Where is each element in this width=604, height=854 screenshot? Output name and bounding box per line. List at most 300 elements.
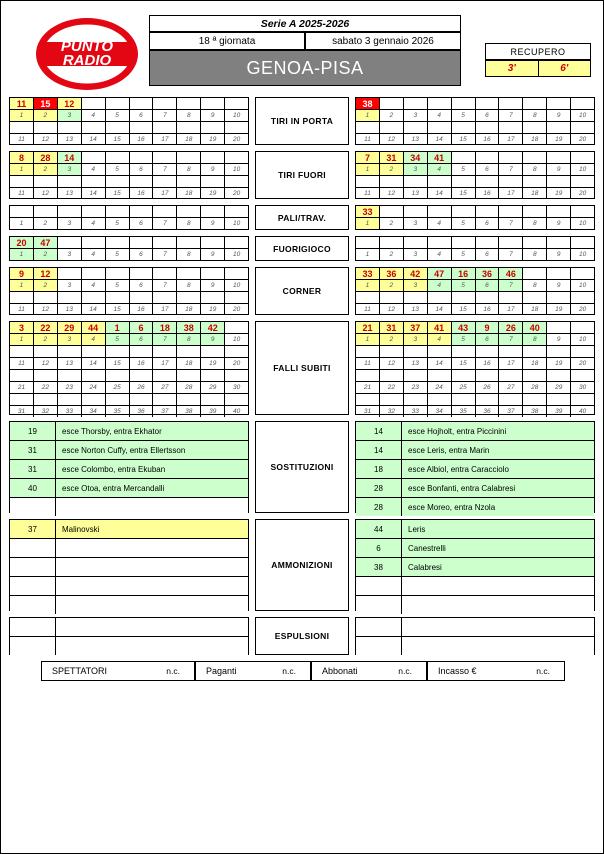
stat-index-cell: 31: [356, 406, 380, 417]
stat-index-cell: 8: [177, 249, 201, 260]
stat-value-cell: [523, 370, 547, 382]
stat-value-cell: [523, 206, 547, 218]
list-item-minute: [10, 637, 56, 655]
list-item: [10, 538, 248, 557]
stat-values-row: [356, 152, 594, 164]
stat-value-cell: [225, 176, 248, 188]
stat-index-cell: 10: [578, 112, 587, 119]
stat-index-cell: 4: [428, 110, 452, 121]
stat-index-cell: 11: [356, 134, 380, 145]
list-item: [10, 497, 248, 516]
stat-value-cell: [106, 370, 130, 382]
stat-index-cell: 17: [153, 188, 177, 199]
stat-index-cell: 12: [34, 358, 58, 369]
stat-index-cell: 18: [177, 304, 201, 315]
list-item-minute: [10, 596, 56, 614]
stat-value-cell: [571, 98, 594, 110]
stat-value-cell: 38: [177, 322, 201, 334]
match-date: sabato 3 gennaio 2026: [305, 32, 461, 50]
stat-value-cell: [34, 206, 58, 218]
stat-value-cell: [201, 292, 225, 304]
spettatori-value: n.c.: [166, 666, 180, 676]
stat-value-cell: [153, 206, 177, 218]
stat-index-cell: 10: [232, 336, 241, 343]
stat-index-row: [10, 280, 248, 291]
incasso-value: n.c.: [536, 666, 550, 676]
list-item: [356, 440, 594, 459]
stat-value-cell: [106, 394, 130, 406]
stat-value-cell: [380, 370, 404, 382]
recovery-second-half: 6': [538, 60, 592, 77]
stat-value-cell: [225, 268, 248, 280]
stat-index-cell: 3: [404, 249, 428, 260]
stat-value-cell: [571, 394, 594, 406]
stat-index-cell: 5: [106, 280, 130, 291]
stat-value-cell: [130, 206, 154, 218]
stat-index-row: [10, 334, 248, 345]
stat-index-row: [10, 110, 248, 121]
stat-index-cell: 36: [476, 406, 500, 417]
stat-value-cell: [404, 122, 428, 134]
stat-row-pair: [10, 370, 248, 394]
stat-index-cell: 20: [578, 136, 587, 143]
stat-value-cell: [225, 322, 248, 334]
stat-values-row: [356, 322, 594, 334]
stat-index-cell: 3: [404, 164, 428, 175]
stat-value-cell: [82, 346, 106, 358]
stat-values-row: [356, 268, 594, 280]
stat-values-row: [10, 176, 248, 188]
stat-value-cell: 9: [10, 268, 34, 280]
stat-value-cell: [130, 268, 154, 280]
paganti-label: Paganti: [206, 666, 237, 676]
stat-index-cell: 8: [523, 164, 547, 175]
stat-index-cell: 3: [58, 110, 82, 121]
stat-index-cell: 1: [356, 218, 380, 229]
stat-index-cell: 29: [201, 382, 225, 393]
stat-value-cell: 12: [58, 98, 82, 110]
stat-value-cell: 33: [356, 206, 380, 218]
stat-index-cell: 13: [58, 358, 82, 369]
stat-value-cell: 29: [58, 322, 82, 334]
stat-value-cell: [82, 176, 106, 188]
stat-value-cell: [10, 122, 34, 134]
stat-index-cell: 5: [452, 249, 476, 260]
stat-index-cell: 14: [428, 134, 452, 145]
stat-index-cell: 23: [404, 382, 428, 393]
stat-value-cell: 7: [356, 152, 380, 164]
stat-block: [9, 151, 595, 199]
stat-value-cell: [106, 292, 130, 304]
stat-value-cell: [225, 292, 248, 304]
stat-value-cell: [356, 237, 380, 249]
stat-value-cell: [452, 237, 476, 249]
list-item-text: esce Otoa, entra Mercandalli: [56, 479, 248, 497]
stat-row-pair: [10, 98, 248, 122]
stat-value-cell: [201, 237, 225, 249]
list-item-text: esce Norton Cuffy, entra Ellertsson: [56, 441, 248, 459]
stat-index-row: [356, 358, 594, 369]
bookings-block: [9, 519, 595, 611]
stat-index-cell: 3: [58, 164, 82, 175]
stat-index-cell: 13: [404, 188, 428, 199]
stat-row-pair: [10, 206, 248, 229]
list-item-text: [56, 618, 248, 636]
stat-row-pair: [356, 206, 594, 229]
stat-value-cell: [201, 152, 225, 164]
stat-index-cell: 5: [106, 249, 130, 260]
stat-index-cell: 1: [10, 110, 34, 121]
stat-value-cell: [380, 98, 404, 110]
stat-value-cell: [106, 268, 130, 280]
stat-value-cell: [153, 292, 177, 304]
stat-value-cell: [58, 292, 82, 304]
stat-index-cell: 10: [578, 336, 587, 343]
stat-value-cell: [428, 370, 452, 382]
stat-value-cell: [571, 370, 594, 382]
stat-value-cell: [177, 268, 201, 280]
stat-index-cell: 4: [82, 249, 106, 260]
stat-index-cell: 13: [404, 134, 428, 145]
stat-index-cell: 12: [34, 188, 58, 199]
stat-value-cell: [201, 176, 225, 188]
stat-value-cell: [499, 394, 523, 406]
stat-value-cell: 9: [476, 322, 500, 334]
stat-value-cell: [106, 176, 130, 188]
stat-index-cell: 14: [82, 304, 106, 315]
list-item-text: esce Thorsby, entra Ekhator: [56, 422, 248, 440]
stat-index-cell: 13: [404, 304, 428, 315]
list-item-minute: [10, 498, 56, 516]
stat-value-cell: [82, 237, 106, 249]
stat-index-cell: 7: [153, 110, 177, 121]
list-item: [10, 576, 248, 595]
list-item-text: [402, 618, 594, 636]
stat-index-cell: 3: [404, 110, 428, 121]
spettatori-label: SPETTATORI: [52, 666, 108, 676]
stat-index-cell: 5: [452, 218, 476, 229]
stat-value-cell: [130, 122, 154, 134]
stat-value-cell: 15: [34, 98, 58, 110]
stat-index-cell: 14: [82, 134, 106, 145]
stat-value-cell: [404, 292, 428, 304]
stat-index-cell: 7: [499, 218, 523, 229]
stat-value-cell: [153, 268, 177, 280]
stat-block: [9, 97, 595, 145]
stat-index-cell: 9: [547, 334, 571, 345]
stat-index-cell: 17: [153, 304, 177, 315]
stat-value-cell: 43: [452, 322, 476, 334]
stat-value-cell: [106, 237, 130, 249]
stat-value-cell: [10, 346, 34, 358]
stat-value-cell: [153, 98, 177, 110]
stat-index-cell: 7: [499, 334, 523, 345]
stat-index-cell: 40: [578, 408, 587, 415]
stat-index-cell: 2: [34, 249, 58, 260]
substitutions-home: [9, 421, 249, 513]
stat-values-row: [10, 206, 248, 218]
stat-index-row: [356, 249, 594, 260]
list-item: [356, 636, 594, 655]
stat-index-cell: 3: [58, 280, 82, 291]
stat-away-grid: [355, 267, 595, 315]
stat-index-cell: 9: [547, 218, 571, 229]
list-item-text: esce Albiol, entra Caracciolo: [402, 460, 594, 478]
list-item-text: Malinovski: [56, 520, 248, 538]
stat-value-cell: [356, 176, 380, 188]
stat-index-cell: 9: [201, 249, 225, 260]
stat-value-cell: [201, 122, 225, 134]
stat-value-cell: [106, 206, 130, 218]
stat-index-cell: 7: [499, 280, 523, 291]
stat-value-cell: [58, 176, 82, 188]
stat-index-cell: 6: [476, 164, 500, 175]
stat-value-cell: [571, 268, 594, 280]
list-item-minute: [10, 539, 56, 557]
stat-index-cell: 6: [476, 280, 500, 291]
stat-value-cell: [130, 98, 154, 110]
stat-value-cell: [380, 237, 404, 249]
stat-value-cell: [201, 98, 225, 110]
stat-index-cell: 20: [232, 306, 241, 313]
stat-value-cell: [201, 346, 225, 358]
list-item-minute: [10, 618, 56, 636]
stat-row-pair: [356, 122, 594, 145]
stat-value-cell: [380, 206, 404, 218]
stat-index-cell: 2: [380, 249, 404, 260]
stat-index-cell: 13: [404, 358, 428, 369]
stat-values-row: [356, 292, 594, 304]
stat-index-cell: 22: [380, 382, 404, 393]
list-item: [356, 422, 594, 440]
stat-value-cell: 42: [201, 322, 225, 334]
stats-section: [9, 97, 595, 415]
stat-index-cell: 16: [476, 358, 500, 369]
stat-index-cell: 13: [58, 304, 82, 315]
stat-value-cell: [547, 322, 571, 334]
stat-index-cell: 14: [428, 304, 452, 315]
stat-index-cell: 6: [476, 218, 500, 229]
stat-row-pair: [10, 346, 248, 370]
stat-row-pair: [356, 346, 594, 370]
list-item-minute: 44: [356, 520, 402, 538]
list-item: [10, 478, 248, 497]
stat-value-cell: [380, 122, 404, 134]
stat-values-row: [10, 292, 248, 304]
list-item: [356, 478, 594, 497]
stat-index-cell: 5: [106, 334, 130, 345]
stat-value-cell: [356, 370, 380, 382]
stat-value-cell: [428, 98, 452, 110]
stat-value-cell: [547, 346, 571, 358]
abbonati-box: [311, 661, 427, 681]
stat-value-cell: [571, 122, 594, 134]
stat-index-cell: 21: [10, 382, 34, 393]
stat-index-cell: 15: [106, 358, 130, 369]
stat-values-row: [356, 370, 594, 382]
list-item-minute: 18: [356, 460, 402, 478]
stat-value-cell: [82, 394, 106, 406]
list-item-minute: 37: [10, 520, 56, 538]
stat-index-cell: 38: [177, 406, 201, 417]
stat-index-cell: 3: [58, 249, 82, 260]
stat-index-cell: 6: [130, 110, 154, 121]
spettatori-box: [41, 661, 195, 681]
stat-value-cell: [476, 122, 500, 134]
incasso-label: Incasso €: [438, 666, 477, 676]
list-item-text: Calabresi: [402, 558, 594, 576]
stat-index-cell: 9: [547, 164, 571, 175]
stat-value-cell: [10, 176, 34, 188]
stat-value-cell: 41: [428, 322, 452, 334]
stat-index-cell: 19: [547, 304, 571, 315]
stat-index-row: [10, 358, 248, 369]
stat-value-cell: [177, 176, 201, 188]
stat-index-cell: 12: [34, 304, 58, 315]
incasso-box: [427, 661, 565, 681]
stat-index-cell: 18: [523, 304, 547, 315]
stat-value-cell: [452, 122, 476, 134]
stat-index-cell: 4: [82, 280, 106, 291]
stat-values-row: [356, 98, 594, 110]
list-item: [356, 497, 594, 516]
stat-index-row: [356, 304, 594, 315]
stat-values-row: [356, 346, 594, 358]
stat-value-cell: 8: [10, 152, 34, 164]
list-item-text: [56, 558, 248, 576]
stat-index-cell: 19: [547, 358, 571, 369]
list-item-minute: 28: [356, 479, 402, 497]
stat-value-cell: [82, 370, 106, 382]
stat-label: FALLI SUBITI: [255, 321, 349, 415]
list-item-minute: [356, 618, 402, 636]
stat-index-cell: 11: [356, 304, 380, 315]
list-item-text: [402, 577, 594, 595]
stat-index-row: [356, 188, 594, 199]
stat-value-cell: 36: [380, 268, 404, 280]
stat-value-cell: [58, 394, 82, 406]
sendings-off-label: ESPULSIONI: [255, 617, 349, 655]
abbonati-value: n.c.: [398, 666, 412, 676]
stat-value-cell: [523, 268, 547, 280]
stat-value-cell: [177, 370, 201, 382]
stat-index-row: [356, 406, 594, 417]
stat-value-cell: [380, 346, 404, 358]
stat-index-cell: 8: [523, 218, 547, 229]
stat-index-cell: 16: [476, 304, 500, 315]
stat-value-cell: 46: [499, 268, 523, 280]
stat-value-cell: [177, 206, 201, 218]
stat-value-cell: [177, 122, 201, 134]
stat-index-cell: 37: [499, 406, 523, 417]
stat-value-cell: [404, 346, 428, 358]
stat-index-cell: 17: [499, 134, 523, 145]
stat-value-cell: [404, 370, 428, 382]
stat-index-cell: 4: [82, 164, 106, 175]
stat-index-cell: 12: [380, 134, 404, 145]
stat-values-row: [356, 206, 594, 218]
recovery-label: RECUPERO: [485, 43, 591, 60]
stat-index-cell: 7: [153, 280, 177, 291]
stat-index-cell: 1: [10, 218, 34, 229]
stat-index-cell: 3: [404, 334, 428, 345]
stat-index-row: [356, 280, 594, 291]
stat-value-cell: [476, 98, 500, 110]
stat-index-cell: 6: [130, 218, 154, 229]
stat-value-cell: 12: [34, 268, 58, 280]
stat-value-cell: [404, 176, 428, 188]
stat-value-cell: [547, 122, 571, 134]
stat-values-row: [10, 394, 248, 406]
stat-index-cell: 28: [177, 382, 201, 393]
stat-block: [9, 205, 595, 230]
stat-value-cell: [10, 394, 34, 406]
substitutions-block: [9, 421, 595, 513]
stat-value-cell: [499, 98, 523, 110]
stat-value-cell: [58, 206, 82, 218]
list-item: [10, 636, 248, 655]
stat-index-cell: 5: [106, 110, 130, 121]
stat-index-cell: 10: [578, 220, 587, 227]
list-item-text: esce Bonfanti, entra Calabresi: [402, 479, 594, 497]
stat-value-cell: [380, 394, 404, 406]
stat-value-cell: [476, 346, 500, 358]
attendance-footer: [9, 661, 595, 681]
list-item: [356, 520, 594, 538]
stat-index-cell: 32: [380, 406, 404, 417]
stat-index-cell: 1: [10, 334, 34, 345]
stat-value-cell: [499, 346, 523, 358]
stat-index-cell: 8: [523, 110, 547, 121]
stat-index-cell: 9: [201, 280, 225, 291]
stat-index-cell: 18: [523, 358, 547, 369]
stat-home-grid: [9, 97, 249, 145]
stat-value-cell: 40: [523, 322, 547, 334]
stat-index-cell: 6: [130, 280, 154, 291]
stat-index-cell: 14: [82, 188, 106, 199]
stat-index-cell: 10: [232, 220, 241, 227]
stat-home-grid: [9, 205, 249, 230]
stat-index-cell: 37: [153, 406, 177, 417]
svg-text:PUNTO: PUNTO: [60, 38, 114, 55]
stat-index-cell: 3: [404, 218, 428, 229]
stat-value-cell: [404, 98, 428, 110]
stat-value-cell: [476, 176, 500, 188]
stat-index-cell: 13: [58, 134, 82, 145]
stat-value-cell: [34, 176, 58, 188]
stat-index-cell: 25: [452, 382, 476, 393]
stat-index-cell: 27: [153, 382, 177, 393]
stat-index-cell: 10: [232, 282, 241, 289]
stat-index-cell: 9: [201, 334, 225, 345]
stat-index-cell: 9: [547, 110, 571, 121]
stat-value-cell: [82, 292, 106, 304]
stat-index-cell: 15: [106, 304, 130, 315]
stat-index-cell: 18: [177, 188, 201, 199]
stat-row-pair: [10, 176, 248, 199]
stat-index-cell: 4: [428, 280, 452, 291]
list-item: [10, 557, 248, 576]
stat-index-cell: 22: [34, 382, 58, 393]
stat-index-cell: 9: [201, 110, 225, 121]
stat-index-cell: 35: [452, 406, 476, 417]
stat-value-cell: [106, 152, 130, 164]
stat-index-cell: 30: [578, 384, 587, 391]
stat-value-cell: [523, 394, 547, 406]
stat-label: TIRI FUORI: [255, 151, 349, 199]
stat-index-cell: 17: [499, 304, 523, 315]
stat-index-cell: 4: [82, 110, 106, 121]
